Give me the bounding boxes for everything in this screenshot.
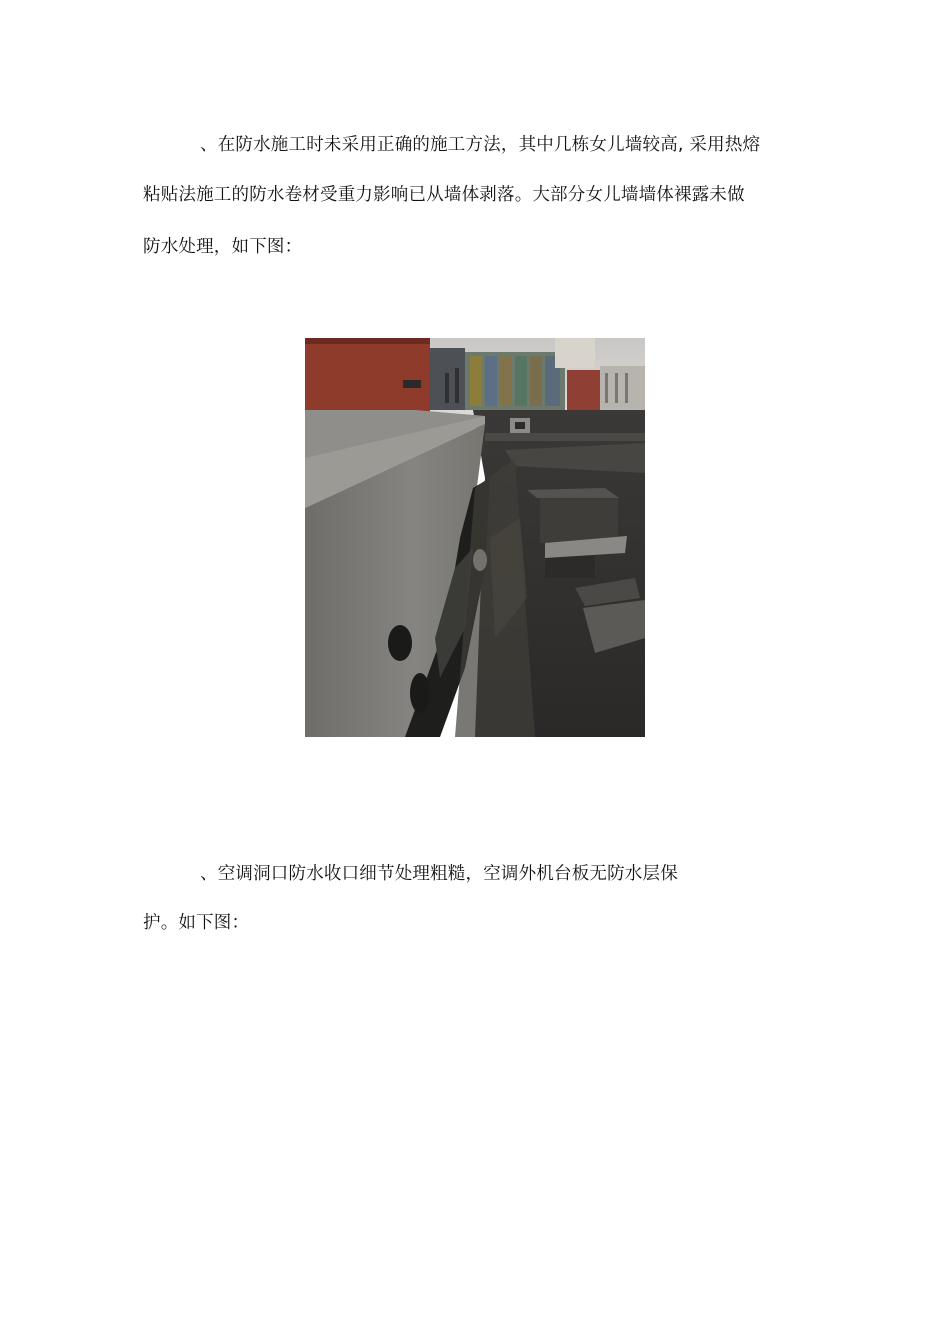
- paragraph-2-line-2: 护。如下图：: [143, 913, 250, 933]
- paragraph-1-line-2: 粘贴法施工的防水卷材受重力影响已从墙体剥落。大部分女儿墙墙体裸露未做: [143, 185, 745, 205]
- paragraph-1-line-3: 防水处理，如下图：: [143, 237, 303, 257]
- paragraph-2-line-1: 、空调洞口防水收口细节处理粗糙，空调外机台板无防水层保: [200, 864, 678, 884]
- rooftop-parapet-photo: [305, 338, 645, 737]
- paragraph-1-line-1: 、在防水施工时未采用正确的施工方法，其中几栋女儿墙较高, 采用热熔: [200, 135, 761, 155]
